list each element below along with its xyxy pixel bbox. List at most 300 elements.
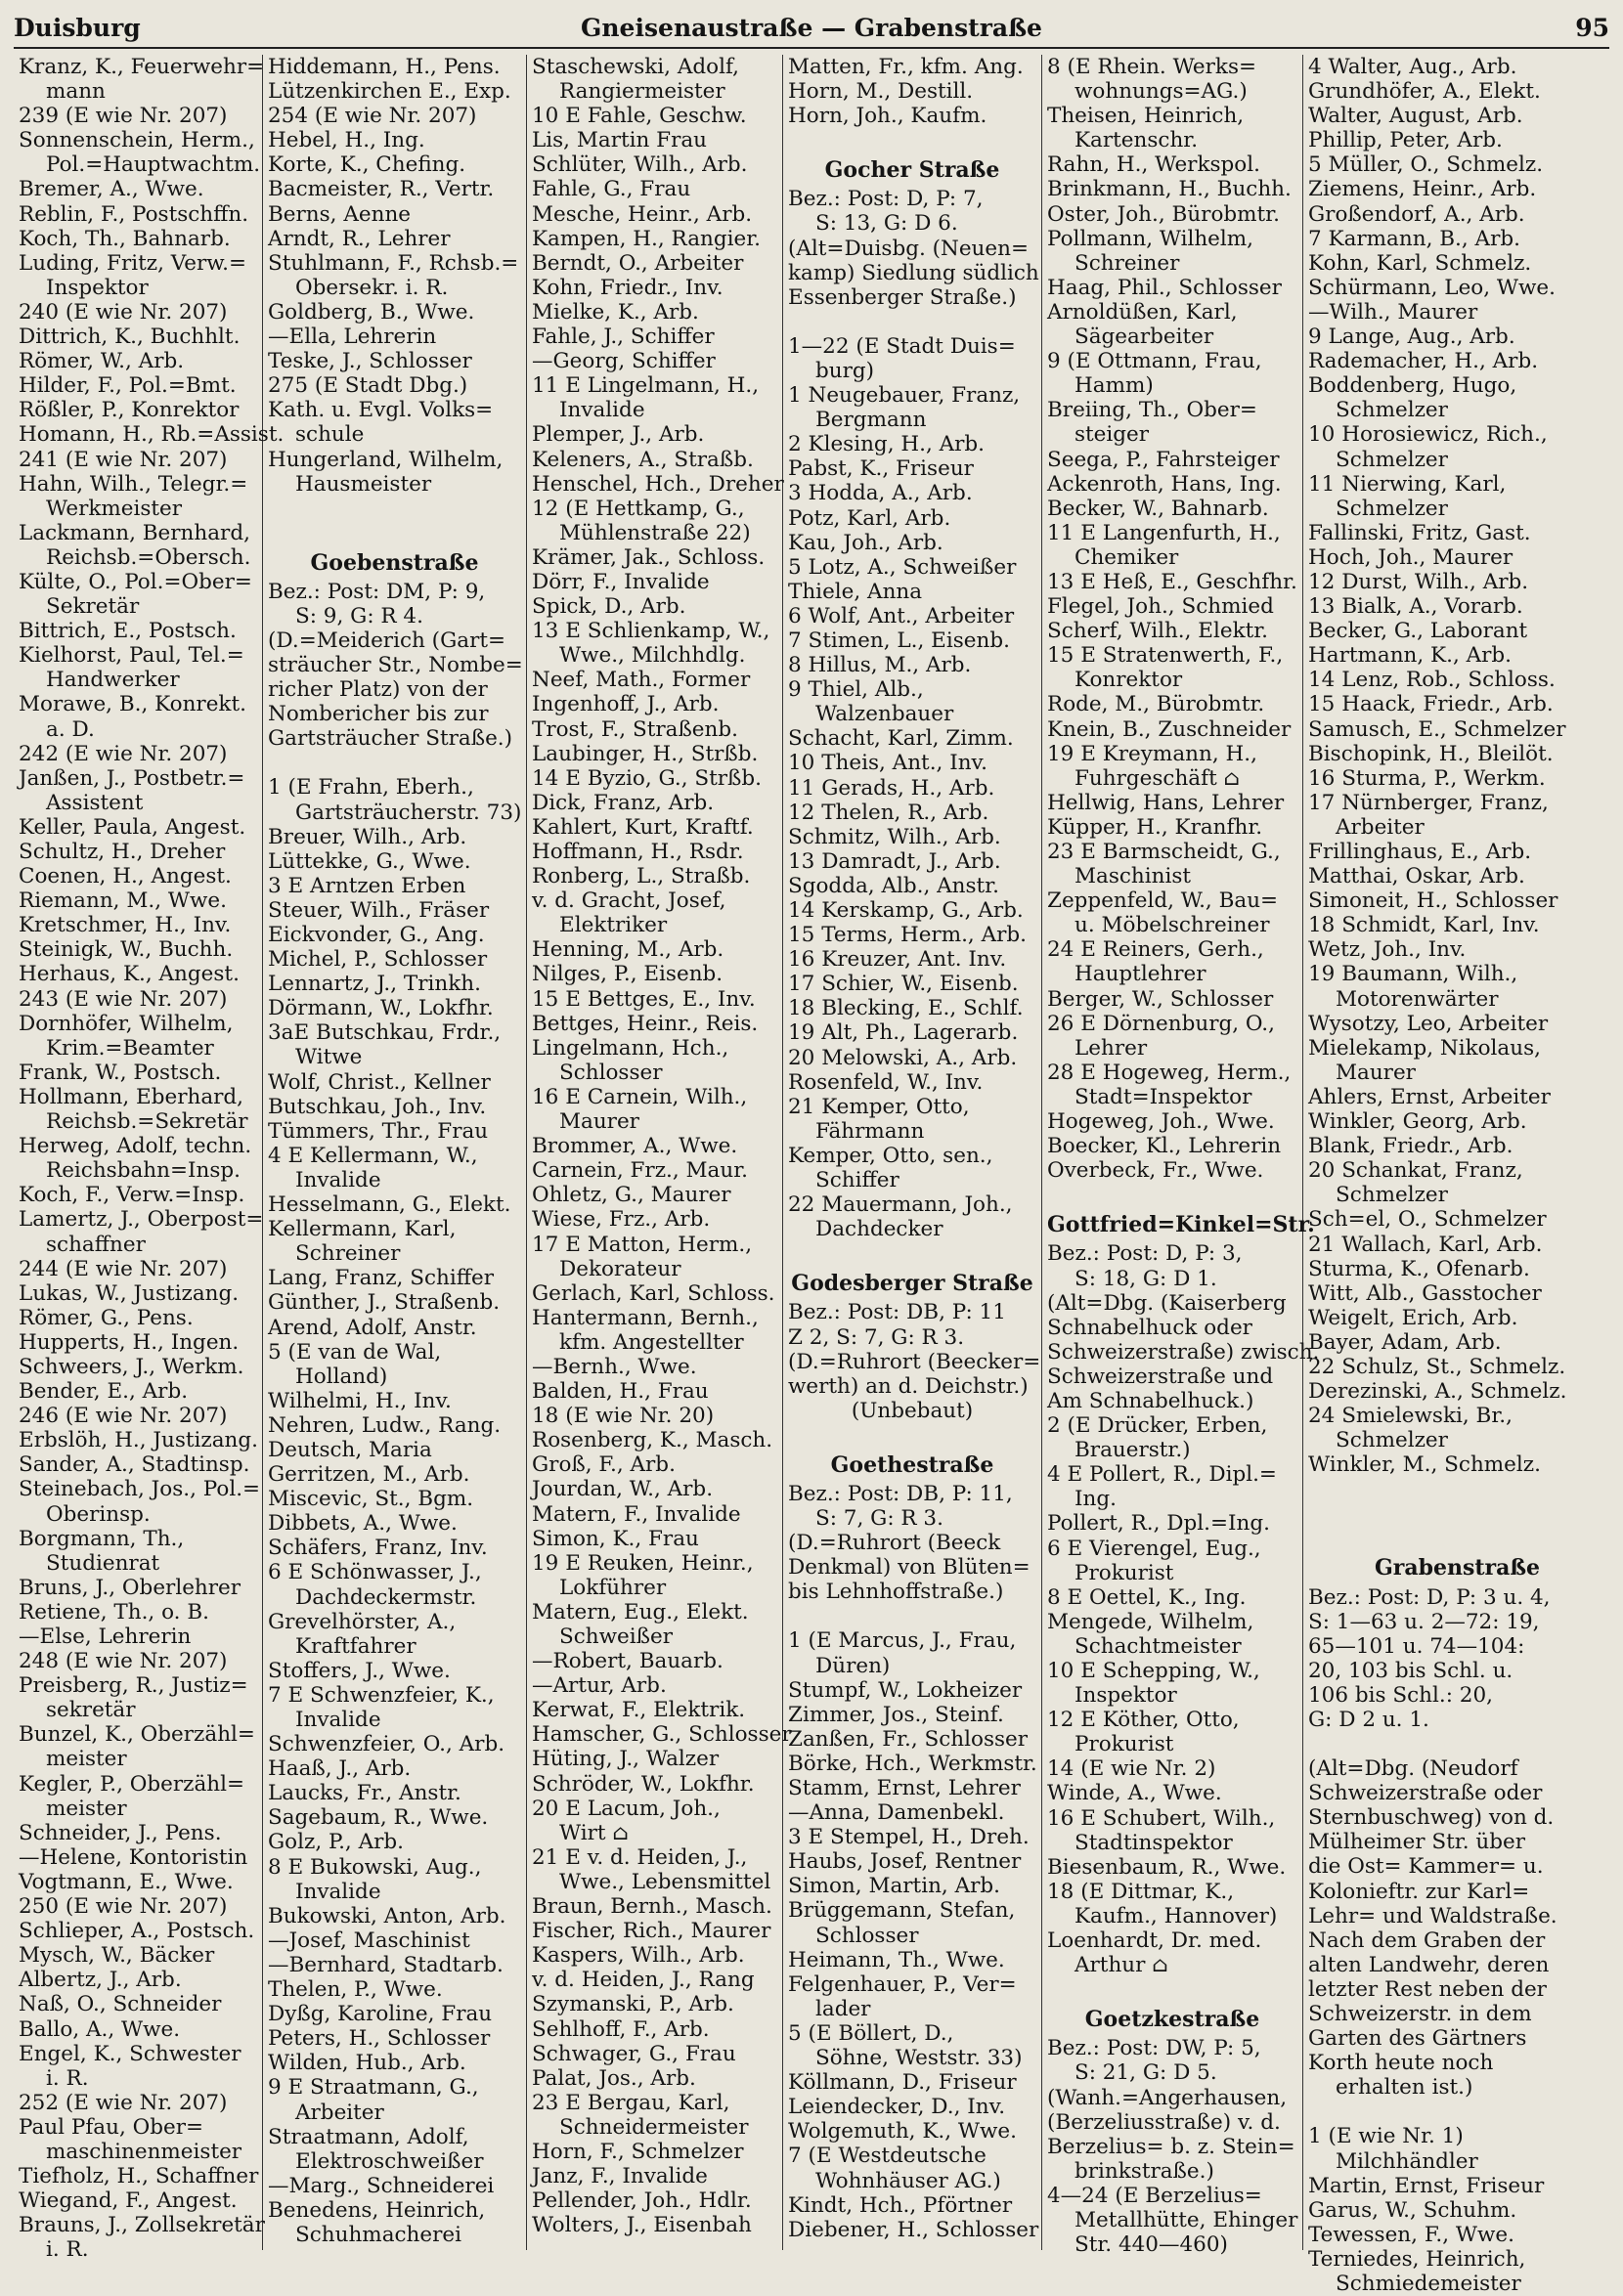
entry-continuation: Krim.=Beamter	[46, 1035, 214, 1061]
directory-entry: Thiele, Anna	[788, 579, 923, 604]
entry-continuation: brinkstraße.)	[1075, 2158, 1214, 2184]
directory-entry: Kampen, H., Rangier.	[532, 226, 761, 251]
entry-continuation: Schweißer	[559, 1625, 673, 1649]
directory-entry: Leiendecker, D., Inv.	[788, 2095, 1006, 2120]
directory-entry: Rosenfeld, W., Inv.	[788, 1069, 984, 1095]
street-heading: Gocher Straße	[824, 157, 1000, 184]
directory-entry: Morawe, B., Konrekt.	[19, 692, 246, 717]
spacer	[788, 1604, 1036, 1628]
directory-entry: Ackenroth, Hans, Ing.	[1047, 471, 1282, 497]
directory-entry: 13 E Schlienkamp, W.,	[532, 619, 770, 644]
entry-continuation: meister	[46, 1796, 127, 1821]
directory-entry: alten Landwehr, deren	[1308, 1952, 1550, 1977]
directory-entry: Loenhardt, Dr. med.	[1047, 1928, 1262, 1954]
directory-entry: Trost, F., Straßenb.	[532, 716, 738, 742]
entry-continuation: Schiffer	[815, 1168, 899, 1193]
directory-entry: 3 Hodda, A., Arb.	[788, 481, 973, 506]
directory-entry: 18 (E wie Nr. 20)	[532, 1404, 715, 1429]
entry-continuation: Reichsbahn=Insp.	[46, 1158, 241, 1184]
directory-entry: 24 Smielewski, Br.,	[1308, 1404, 1513, 1429]
entry-continuation: Metallhütte, Ehinger	[1075, 2207, 1298, 2232]
street-heading: Grabenstraße	[1374, 1555, 1541, 1581]
directory-entry: 8 (E Rhein. Werks=	[1047, 55, 1257, 79]
directory-entry: Deutsch, Maria	[268, 1437, 432, 1462]
directory-entry: 254 (E wie Nr. 207)	[268, 104, 477, 129]
directory-entry: Bittrich, E., Postsch.	[19, 619, 237, 644]
directory-entry: Bez.: Post: D, P: 7,	[788, 187, 984, 212]
entry-continuation: Lokführer	[559, 1575, 667, 1600]
directory-entry: Hellwig, Hans, Lehrer	[1047, 790, 1285, 815]
directory-entry: 14 Kerskamp, G., Arb.	[788, 898, 1024, 923]
directory-entry: Sgodda, Alb., Anstr.	[788, 873, 999, 898]
directory-entry: Wiese, Frz., Arb.	[532, 1207, 711, 1233]
directory-entry: 241 (E wie Nr. 207)	[19, 447, 228, 472]
directory-entry: 4—24 (E Berzelius=	[1047, 2183, 1262, 2208]
directory-entry: 19 E Kreymann, H.,	[1047, 741, 1257, 766]
directory-entry: Berger, W., Schlosser	[1047, 986, 1274, 1012]
directory-entry: 106 bis Schl.: 20,	[1308, 1682, 1493, 1708]
directory-entry: 15 E Stratenwerth, F.,	[1047, 643, 1284, 669]
directory-entry: 15 E Bettges, E., Inv.	[532, 986, 756, 1012]
directory-entry: Arend, Adolf, Anstr.	[268, 1315, 477, 1340]
directory-entry: Ahlers, Ernst, Arbeiter	[1308, 1084, 1551, 1109]
entry-continuation: burg)	[815, 358, 875, 383]
directory-entry: Koch, F., Verw.=Insp.	[19, 1183, 245, 1208]
directory-entry: Bischopink, H., Bleilöt.	[1308, 741, 1554, 766]
directory-entry: Janz, F., Invalide	[532, 2164, 708, 2189]
entry-continuation: Invalide	[559, 398, 645, 423]
directory-entry: 239 (E wie Nr. 207)	[19, 104, 228, 129]
directory-entry: Kretschmer, H., Inv.	[19, 913, 232, 938]
entry-continuation: Schachtmeister	[1075, 1633, 1242, 1659]
directory-entry: Hahn, Wilh., Telegr.=	[19, 471, 248, 497]
directory-entry: Potz, Karl, Arb.	[788, 505, 951, 531]
directory-entry: Benedens, Heinrich,	[268, 2197, 486, 2223]
directory-entry: 1 (E Marcus, J., Frau,	[788, 1628, 1017, 1654]
directory-entry: Herweg, Adolf, techn.	[19, 1134, 252, 1159]
entry-continuation: Motorenwärter	[1336, 986, 1499, 1012]
directory-entry: Koch, Th., Bahnarb.	[19, 226, 231, 251]
directory-entry: Nilges, P., Eisenb.	[532, 962, 724, 987]
directory-entry: Brauns, J., Zollsekretär	[19, 2213, 265, 2238]
directory-entry: Samusch, E., Schmelzer	[1308, 716, 1566, 742]
directory-entry: Steuer, Wilh., Fräser	[268, 897, 490, 923]
directory-entry: —Josef, Maschinist	[268, 1928, 470, 1953]
directory-entry: Simoneit, H., Schlosser	[1308, 888, 1558, 914]
directory-entry: Knein, B., Zuschneider	[1047, 716, 1292, 742]
spacer	[1308, 1732, 1606, 1756]
directory-entry: Bremer, A., Wwe.	[19, 177, 204, 202]
directory-entry: Becker, W., Bahnarb.	[1047, 496, 1269, 521]
entry-continuation: Dachdeckermstr.	[295, 1584, 477, 1610]
directory-entry: Szymanski, P., Arb.	[532, 1992, 734, 2017]
directory-entry: 13 Bialk, A., Vorarb.	[1308, 594, 1523, 620]
directory-entry: Steinigk, W., Buchh.	[19, 937, 234, 963]
entry-continuation: Lehrer	[1075, 1035, 1148, 1061]
street-heading: Godesberger Straße	[791, 1271, 1033, 1297]
directory-entry: Sternbuschweg) von d.	[1308, 1805, 1555, 1831]
directory-entry: 20 E Lacum, Joh.,	[532, 1796, 721, 1821]
directory-entry: Schmitz, Wilh., Arb.	[788, 824, 1001, 849]
directory-entry: 10 E Schepping, W.,	[1047, 1659, 1260, 1683]
entry-continuation: Schneidermeister	[559, 2114, 749, 2140]
directory-entry: Pollmann, Wilhelm,	[1047, 226, 1254, 251]
directory-entry: Kohn, Karl, Schmelz.	[1308, 250, 1532, 276]
directory-entry: —Anna, Damenbekl.	[788, 1800, 1005, 1826]
spacer	[1308, 2100, 1606, 2124]
directory-entry: Ohletz, G., Maurer	[532, 1183, 731, 1208]
directory-entry: 6 E Vierengel, Eug.,	[1047, 1536, 1261, 1561]
column-3	[527, 55, 792, 2250]
directory-entry: Kemper, Otto, sen.,	[788, 1143, 993, 1168]
directory-entry: Bez.: Post: D, P: 3,	[1047, 1241, 1243, 1267]
directory-entry: Am Schnabelhuck.)	[1047, 1388, 1254, 1413]
entry-continuation: Brauerstr.)	[1075, 1438, 1191, 1463]
spacer	[788, 128, 1036, 152]
entry-continuation: Arthur ⌂	[1075, 1953, 1168, 1978]
entry-continuation: Invalide	[295, 1879, 381, 1904]
directory-entry: 19 Alt, Ph., Lagerarb.	[788, 1020, 1019, 1046]
entry-continuation: lader	[815, 1996, 871, 2021]
entry-continuation: Obersekr. i. R.	[295, 275, 449, 300]
entry-continuation: Konrektor	[1075, 668, 1183, 693]
directory-entry: 28 E Hogeweg, Herm.,	[1047, 1060, 1292, 1085]
entry-continuation: Schreiner	[1075, 250, 1180, 276]
column-5	[1042, 55, 1320, 2258]
directory-entry: Lehr= und Waldstraße.	[1308, 1903, 1557, 1928]
directory-entry: Coenen, H., Angest.	[19, 864, 232, 889]
directory-entry: Günther, J., Straßenb.	[268, 1290, 501, 1316]
spacer	[1308, 1526, 1606, 1550]
entry-continuation: Schlosser	[559, 1060, 663, 1085]
directory-columns	[14, 55, 1613, 2296]
directory-entry: Bacmeister, R., Vertr.	[268, 177, 495, 202]
entry-continuation: Rangiermeister	[559, 79, 725, 105]
entry-continuation: Holland)	[295, 1364, 388, 1389]
directory-entry: 8 Hillus, M., Arb.	[788, 653, 972, 678]
entry-continuation: Sekretär	[46, 594, 140, 620]
directory-entry: 11 Nierwing, Karl,	[1308, 471, 1507, 497]
directory-entry: Thelen, P., Wwe.	[268, 1977, 443, 2003]
directory-entry: Kielhorst, Paul, Tel.=	[19, 643, 244, 669]
directory-entry: Stuhlmann, F., Rchsb.=	[268, 250, 519, 276]
entry-continuation: sekretär	[46, 1698, 136, 1723]
directory-entry: 1—22 (E Stadt Duis=	[788, 333, 1016, 359]
directory-entry: Spick, D., Arb.	[532, 594, 686, 620]
directory-entry: Sturma, K., Ofenarb.	[1308, 1256, 1530, 1281]
directory-entry: Krämer, Jak., Schloss.	[532, 544, 766, 570]
directory-entry: Korth heute noch	[1308, 2051, 1494, 2076]
directory-entry: Rößler, P., Konrektor	[19, 398, 240, 423]
entry-continuation: i. R.	[46, 2237, 89, 2263]
directory-entry: Riemann, M., Wwe.	[19, 888, 227, 914]
directory-entry: Vogtmann, E., Wwe.	[19, 1869, 234, 1894]
directory-entry: Lackmann, Bernhard,	[19, 520, 250, 545]
directory-entry: Kaspers, Wilh., Arb.	[532, 1943, 745, 1969]
directory-entry: Breiing, Th., Ober=	[1047, 398, 1257, 423]
entry-continuation: Dachdecker	[815, 1217, 943, 1242]
directory-entry: Stamm, Ernst, Lehrer	[788, 1776, 1021, 1800]
directory-entry: 3 E Stempel, H., Dreh.	[788, 1825, 1030, 1850]
directory-entry: Haag, Phil., Schlosser	[1047, 275, 1282, 300]
directory-entry: 24 E Reiners, Gerh.,	[1047, 937, 1264, 963]
directory-entry: Albertz, J., Arb.	[19, 1968, 182, 1993]
directory-entry: letzter Rest neben der	[1308, 1976, 1547, 2002]
entry-continuation: Reichsb.=Sekretär	[46, 1109, 248, 1135]
directory-entry: 13 Damradt, J., Arb.	[788, 848, 1001, 874]
directory-entry: Bruns, J., Oberlehrer	[19, 1575, 241, 1600]
directory-entry: 18 (E Dittmar, K.,	[1047, 1879, 1235, 1904]
directory-entry: Matthai, Oskar, Arb.	[1308, 864, 1525, 889]
directory-entry: Zanßen, Fr., Schlosser	[788, 1726, 1029, 1752]
directory-entry: 18 Blecking, E., Schlf.	[788, 996, 1024, 1021]
directory-entry: Dibbets, A., Wwe.	[268, 1511, 458, 1537]
directory-entry: Schweers, J., Werkm.	[19, 1354, 244, 1379]
directory-entry: Kranz, K., Feuerwehr=	[19, 55, 265, 79]
entry-continuation: Gartsträucherstr. 73)	[295, 800, 522, 825]
directory-entry: Schnabelhuck oder	[1047, 1315, 1252, 1340]
directory-entry: 6 Wolf, Ant., Arbeiter	[788, 603, 1015, 628]
directory-entry: (D.=Meiderich (Gart=	[268, 628, 505, 653]
directory-entry: Bettges, Heinr., Reis.	[532, 1011, 759, 1036]
directory-entry: —Artur, Arb.	[532, 1673, 667, 1699]
entry-continuation: Oberinsp.	[46, 1501, 151, 1527]
directory-entry: Tiefholz, H., Schaffner	[19, 2164, 259, 2189]
directory-entry: Palat, Jos., Arb.	[532, 2065, 696, 2091]
entry-continuation: Schmelzer	[1336, 398, 1448, 423]
directory-entry: Hupperts, H., Ingen.	[19, 1329, 240, 1355]
directory-entry: Römer, W., Arb.	[19, 349, 185, 374]
entry-continuation: Arbeiter	[1336, 814, 1425, 840]
directory-entry: Haubs, Josef, Rentner	[788, 1849, 1022, 1875]
directory-entry: 8 E Oettel, K., Ing.	[1047, 1584, 1247, 1610]
entry-continuation: Walzenbauer	[815, 702, 954, 727]
spacer	[788, 1423, 1036, 1448]
directory-entry: Schürmann, Leo, Wwe.	[1308, 275, 1556, 300]
directory-entry: 22 Mauermann, Joh.,	[788, 1192, 1013, 1218]
directory-entry: 13 E Heß, E., Geschfhr.	[1047, 569, 1297, 594]
entry-continuation: Kraftfahrer	[295, 1633, 417, 1659]
directory-entry: Haaß, J., Arb.	[268, 1756, 412, 1782]
directory-entry: v. d. Heiden, J., Rang	[532, 1968, 755, 1993]
directory-entry: Hebel, H., Ing.	[268, 128, 425, 153]
directory-entry: Phillip, Peter, Arb.	[1308, 128, 1503, 153]
directory-entry: Pollert, R., Dpl.=Ing.	[1047, 1511, 1270, 1537]
entry-continuation: Mühlenstraße 22)	[559, 520, 751, 545]
directory-entry: Golz, P., Arb.	[268, 1830, 405, 1855]
directory-entry: Mülheimer Str. über	[1308, 1830, 1525, 1855]
directory-entry: richer Platz) von der	[268, 677, 488, 703]
directory-entry: 9 (E Ottmann, Frau,	[1047, 349, 1262, 374]
directory-entry: Gerlach, Karl, Schloss.	[532, 1280, 775, 1306]
header-street-range: Gneisenaustraße — Grabenstraße	[581, 14, 1042, 42]
entry-continuation: kfm. Angestellter	[559, 1329, 744, 1355]
spacer	[788, 1241, 1036, 1266]
entry-continuation: wohnungs=AG.)	[1075, 79, 1248, 105]
entry-continuation: steiger	[1075, 422, 1150, 448]
directory-entry: (Alt=Duisbg. (Neuen=	[788, 236, 1029, 261]
directory-entry: (Berzeliusstraße) v. d.	[1047, 2109, 1281, 2135]
directory-entry: Borgmann, Th.,	[19, 1526, 185, 1551]
entry-continuation: Pol.=Hauptwachtm.	[46, 152, 261, 178]
directory-entry: Küpper, H., Kranfhr.	[1047, 814, 1263, 840]
directory-entry: —Ella, Lehrerin	[268, 325, 437, 350]
directory-entry: 20, 103 bis Schl. u.	[1308, 1658, 1513, 1683]
directory-entry: Overbeck, Fr., Wwe.	[1047, 1158, 1264, 1184]
directory-entry: Bez.: Post: DW, P: 5,	[1047, 2036, 1261, 2061]
entry-continuation: Kaufm., Hannover)	[1075, 1903, 1278, 1928]
entry-continuation: Invalide	[295, 1167, 381, 1192]
directory-entry: 10 Theis, Ant., Inv.	[788, 751, 987, 776]
directory-entry: 20 Melowski, A., Arb.	[788, 1045, 1018, 1070]
directory-entry: Boecker, Kl., Lehrerin	[1047, 1134, 1282, 1159]
directory-entry: 246 (E wie Nr. 207)	[19, 1404, 228, 1429]
entry-continuation: Wwe., Milchhdlg.	[559, 643, 746, 669]
directory-entry: 244 (E wie Nr. 207)	[19, 1256, 228, 1281]
directory-entry: Bez.: Post: DM, P: 9,	[268, 579, 486, 604]
directory-entry: 10 E Fahle, Geschw.	[532, 104, 747, 129]
entry-continuation: Wohnhäuser AG.)	[815, 2168, 1001, 2193]
directory-entry: die Ost= Kammer= u.	[1308, 1854, 1544, 1880]
directory-entry: Tümmers, Thr., Frau	[268, 1118, 489, 1144]
entry-continuation: u. Möbelschreiner	[1075, 913, 1270, 938]
directory-entry: 3 E Arntzen Erben	[268, 873, 466, 898]
directory-entry: Garus, W., Schuhm.	[1308, 2197, 1517, 2223]
entry-continuation: Düren)	[815, 1653, 891, 1678]
street-heading: Goethestraße	[830, 1451, 994, 1478]
directory-entry: Winkler, M., Schmelz.	[1308, 1452, 1541, 1478]
directory-entry: Eickvonder, G., Ang.	[268, 923, 485, 947]
directory-entry: 1 (E wie Nr. 1)	[1308, 2124, 1464, 2149]
street-note: (Unbebaut)	[851, 1398, 974, 1423]
directory-entry: —Wilh., Maurer	[1308, 299, 1478, 325]
directory-entry: Brommer, A., Wwe.	[532, 1134, 738, 1159]
directory-entry: Ronberg, L., Straßb.	[532, 864, 751, 889]
street-heading: Goebenstraße	[310, 549, 479, 576]
directory-entry: 16 E Schubert, Wilh.,	[1047, 1805, 1276, 1831]
directory-entry: Blank, Friedr., Arb.	[1308, 1134, 1513, 1159]
entry-continuation: Elektriker	[559, 913, 668, 938]
directory-entry: Braun, Bernh., Masch.	[532, 1894, 772, 1920]
directory-entry: Horn, M., Destill.	[788, 79, 974, 105]
directory-entry: 14 E Byzio, G., Strßb.	[532, 765, 762, 791]
directory-entry: Naß, O., Schneider	[19, 1992, 222, 2017]
entry-continuation: Schmelzer	[1336, 447, 1448, 472]
directory-entry: 16 E Carnein, Wilh.,	[532, 1084, 748, 1109]
directory-entry: Henschel, Hch., Dreher	[532, 471, 784, 497]
directory-entry: 5 Lotz, A., Schweißer	[788, 554, 1017, 580]
directory-entry: Wiegand, F., Angest.	[19, 2188, 238, 2214]
directory-entry: Schwager, G., Frau	[532, 2041, 736, 2066]
directory-entry: 7 (E Westdeutsche	[788, 2144, 987, 2169]
directory-entry: Rahn, H., Werkspol.	[1047, 152, 1260, 178]
directory-entry: Z 2, S: 7, G: R 3.	[788, 1324, 965, 1350]
directory-entry: Schweizerstr. in dem	[1308, 2002, 1532, 2027]
entry-continuation: Elektroschweißer	[295, 2148, 484, 2174]
directory-entry: 12 Durst, Wilh., Arb.	[1308, 569, 1529, 594]
directory-entry: Arndt, R., Lehrer	[268, 226, 451, 251]
directory-entry: Simon, Martin, Arb.	[788, 1874, 1000, 1899]
entry-continuation: Prokurist	[1075, 1560, 1174, 1585]
directory-entry: bis Lehnhoffstraße.)	[788, 1580, 1004, 1605]
directory-entry: Theisen, Heinrich,	[1047, 104, 1245, 129]
directory-entry: 9 Thiel, Alb.,	[788, 677, 924, 703]
entry-continuation: Sägearbeiter	[1075, 325, 1214, 350]
directory-entry: 243 (E wie Nr. 207)	[19, 986, 228, 1012]
directory-entry: Hamscher, G., Schlosser	[532, 1722, 792, 1748]
directory-entry: Zimmer, Jos., Steinf.	[788, 1702, 1004, 1727]
directory-entry: Mielekamp, Nikolaus,	[1308, 1035, 1541, 1061]
directory-entry: Sehlhoff, F., Arb.	[532, 2016, 710, 2042]
entry-continuation: S: 13, G: D 6.	[815, 211, 958, 237]
entry-continuation: Hausmeister	[295, 471, 432, 497]
entry-continuation: Maurer	[559, 1109, 639, 1135]
directory-entry: 275 (E Stadt Dbg.)	[268, 373, 468, 399]
directory-entry: 248 (E wie Nr. 207)	[19, 1649, 228, 1674]
directory-entry: 7 Stimen, L., Eisenb.	[788, 628, 1010, 653]
directory-entry: Schröder, W., Lokfhr.	[532, 1771, 755, 1797]
directory-entry: 3aE Butschkau, Frdr.,	[268, 1020, 502, 1046]
entry-continuation: Schlosser	[815, 1923, 919, 1948]
directory-entry: Lennartz, J., Trinkh.	[268, 972, 481, 997]
directory-entry: Kau, Joh., Arb.	[788, 530, 943, 555]
directory-entry: Lützenkirchen E., Exp.	[268, 79, 511, 105]
directory-entry: Felgenhauer, P., Ver=	[788, 1971, 1017, 1997]
entry-continuation: Schuhmacherei	[295, 2222, 462, 2247]
entry-continuation: Reichsb.=Obersch.	[46, 544, 251, 570]
directory-entry: Külte, O., Pol.=Ober=	[19, 569, 252, 594]
spacer	[1047, 1977, 1297, 2002]
page-number: 95	[1575, 14, 1609, 42]
directory-entry: Carnein, Frz., Maur.	[532, 1158, 748, 1184]
directory-entry: Grevelhörster, A.,	[268, 1609, 457, 1634]
entry-continuation: Wwe., Lebensmittel	[559, 1869, 771, 1894]
directory-entry: Rademacher, H., Arb.	[1308, 349, 1539, 374]
directory-entry: 11 Gerads, H., Arb.	[788, 775, 995, 801]
entry-continuation: i. R.	[46, 2065, 89, 2091]
directory-entry: Butschkau, Joh., Inv.	[268, 1094, 487, 1119]
directory-entry: 23 E Barmscheidt, G.,	[1047, 840, 1281, 864]
directory-entry: 18 Schmidt, Karl, Inv.	[1308, 913, 1540, 938]
directory-entry: (Alt=Dbg. (Neudorf	[1308, 1756, 1518, 1782]
directory-entry: Bender, E., Arb.	[19, 1379, 189, 1405]
directory-entry: Stoffers, J., Wwe.	[268, 1658, 451, 1683]
spacer	[268, 497, 521, 521]
entry-continuation: Arbeiter	[295, 2100, 384, 2125]
directory-entry: 17 Nürnberger, Franz,	[1308, 790, 1549, 815]
directory-entry: Nach dem Graben der	[1308, 1928, 1546, 1953]
entry-continuation: Bergmann	[815, 408, 927, 433]
directory-entry: 5 (E van de Wal,	[268, 1339, 442, 1365]
directory-entry: G: D 2 u. 1.	[1308, 1708, 1429, 1732]
directory-entry: Schneider, J., Pens.	[19, 1820, 222, 1845]
directory-entry: Dick, Franz, Arb.	[532, 790, 715, 815]
directory-entry: 17 E Matton, Herm.,	[532, 1232, 753, 1257]
directory-entry: Erbslöh, H., Justizang.	[19, 1428, 258, 1453]
directory-entry: Herhaus, K., Angest.	[19, 962, 240, 987]
directory-entry: Straatmann, Adolf,	[268, 2124, 469, 2149]
entry-continuation: Prokurist	[1075, 1732, 1174, 1757]
directory-entry: Rosenberg, K., Masch.	[532, 1428, 773, 1453]
header-city: Duisburg	[14, 14, 141, 42]
entry-continuation: Werkmeister	[46, 496, 183, 521]
entry-continuation: Studienrat	[46, 1550, 160, 1576]
directory-entry: Börke, Hch., Werkmstr.	[788, 1751, 1037, 1776]
directory-entry: 252 (E wie Nr. 207)	[19, 2090, 228, 2115]
directory-entry: 14 Lenz, Rob., Schloss.	[1308, 668, 1556, 693]
directory-entry: Derezinski, A., Schmelz.	[1308, 1379, 1567, 1405]
directory-entry: Hüting, J., Walzer	[532, 1747, 720, 1772]
